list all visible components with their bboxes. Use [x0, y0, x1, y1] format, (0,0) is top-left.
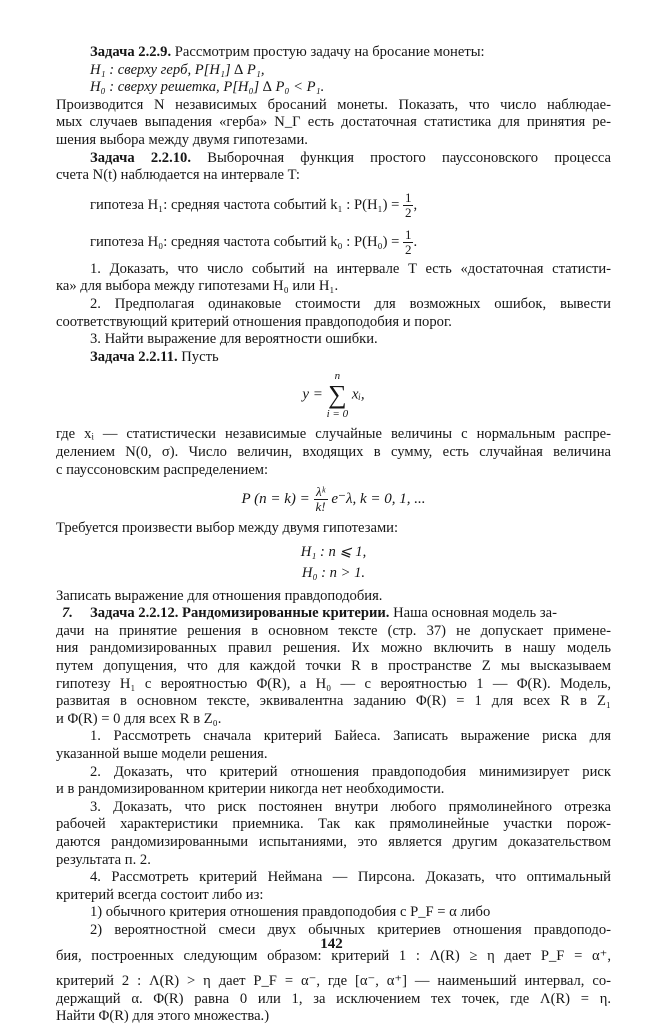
problem-2210-item-2b: соответствующий критерий отношения правдоподобия и порог.: [56, 313, 452, 330]
problem-2212-title: Задача 2.2.12. Рандомизированные критерии.: [90, 605, 390, 622]
hyp1-fraction: [403, 191, 414, 220]
problem-2212-heading: [56, 605, 611, 623]
sum-symbol: ∑: [328, 380, 347, 410]
problem-2212-item-15: Найти Φ(R) для этого множества.): [56, 1008, 270, 1025]
problem-2211-hA: H₁ : n ⩽ 1,: [300, 543, 367, 560]
problem-2212-item-0: 1. Рассмотреть сначала критерий Байеса. Записать выражение риска для: [90, 728, 611, 745]
problem-2210-heading: [56, 150, 611, 168]
sum-term: xᵢ,: [351, 386, 365, 403]
problem-2212-item-13: критерий 2 : Λ(R) > η дает P_F = α⁻, где [α⁻, α⁺] — наименьший интервал, со-: [56, 973, 611, 990]
sum-lhs: y =: [302, 386, 323, 403]
problem-2212-item-4: 3. Доказать, что риск постоянен внутри любого прямолинейного отрезка: [90, 798, 611, 815]
problem-229-intro: Рассмотрим простую задачу на бросание монеты:: [174, 44, 485, 60]
problem-2212-item-3: и в рандомизированном критерии никогда нет необходимости.: [56, 781, 445, 798]
problem-2210-item-1b: ка» для выбора между гипотезами H₀ или H₁.: [56, 278, 339, 295]
hyp0-frac-num: 1: [404, 226, 412, 242]
problem-2212-item-14: держащий α. Φ(R) равна 0 или 1, за исключением тех точек, где Λ(R) = η.: [56, 990, 611, 1007]
problem-2212-line-1: дачи на принятие решения в основном тексте (стр. 37) не допускает примене-: [56, 622, 611, 639]
poisson-formula: [56, 485, 611, 514]
problem-229-title: Задача 2.2.9.: [90, 44, 172, 60]
hyp1-text: гипотеза H₁: средняя частота событий k₁ : P(H₁) =: [90, 196, 400, 213]
problem-2211-hB: H₀ : n > 1.: [301, 564, 366, 581]
hyp0-text: гипотеза H₀: средняя частота событий k₀ : P(H₀) =: [90, 233, 400, 250]
problem-2211-body-2: Требуется произвести выбор между двумя гипотезами:: [56, 520, 399, 537]
problem-2211-line-2: делением N(0, σ). Число величин, входящих в сумму, есть случайная величина: [56, 443, 611, 460]
sum-top: n: [334, 370, 341, 383]
problem-229-line-3: шения выбора между двумя гипотезами.: [56, 131, 308, 148]
problem-2212-item-7: результата п. 2.: [56, 851, 151, 868]
problem-2212-item-2: 2. Доказать, что критерий отношения правдоподобия минимизирует риск: [90, 763, 611, 780]
page-body: [56, 44, 611, 1026]
problem-2210-title: Задача 2.2.10.: [90, 149, 191, 166]
poisson-lhs: P (n = k) =: [241, 491, 310, 508]
problem-2210-intro-2: счета N(t) наблюдается на интервале T:: [56, 167, 300, 184]
problem-2212-line-6: и Φ(R) = 0 для всех R в Z₀.: [56, 710, 222, 727]
problem-2212-item-10: 1) обычного критерия отношения правдоподобия с P_F = α либо: [90, 904, 491, 921]
problem-229-h1: H₁ : сверху герб, P[H₁] ∆ P₁,: [90, 61, 265, 78]
problem-229-line-2: мых случаев выпадения «герба» N_Г есть достаточная статистика для принятия ре-: [56, 114, 611, 131]
problem-2212-item-8: 4. Рассмотреть критерий Неймана — Пирсона. Доказать, что оптимальный: [90, 869, 611, 886]
problem-2212-item-1: указанной выше модели решения.: [56, 746, 268, 763]
problem-2211-body-3: Записать выражение для отношения правдоподобия.: [56, 587, 383, 604]
problem-229-heading: [56, 44, 611, 62]
problem-2212-item-11: 2) вероятностной смеси двух обычных критериев отношения правдоподо-: [90, 921, 611, 938]
problem-2210-hyp0: гипотеза H₀: средняя частота событий k₀ : P(H₀) = $\frac{1}{2}$ .: [90, 226, 418, 257]
problem-2212-line-5: развитая в основном тексте, эквивалентна заданию Φ(R) = 1 для всех R в Z₁: [56, 693, 611, 710]
problem-2212-item-6: даются рандомизированными испытаниями, это является другим доказательством: [56, 834, 611, 850]
problem-2211-line-3: с пауссоновским распределением:: [56, 461, 269, 478]
problem-2212-line-2: ния рандомизированных правил решения. Их можно включить в нашу модель: [56, 640, 611, 657]
problem-2210-item-2a: 2. Предполагая одинаковые стоимости для возможных ошибок, вывести: [90, 295, 611, 312]
poisson-rhs: e⁻λ, k = 0, 1, ...: [331, 491, 426, 508]
problem-2212-item-12: бия, построенных следующим образом: критерий 1 : Λ(R) ≥ η дает P_F = α⁺,: [56, 947, 611, 964]
sum-bottom: i = 0: [326, 408, 349, 421]
poisson-fraction: [314, 485, 328, 514]
sum-formula: [56, 370, 611, 420]
hyp0-frac-den: 2: [404, 241, 412, 257]
problem-2212-line-3: путем допущения, что для каждой точки R в пространстве Z мы высказываем: [56, 658, 611, 675]
problem-2212-line-0: Наша основная модель за-: [393, 605, 557, 622]
problem-2212-line-4: гипотезу H₁ с вероятностью Φ(R), а H₀ — с вероятностью 1 — Φ(R). Модель,: [56, 675, 611, 692]
problem-2212-item-9: критерий всегда состоит либо из:: [56, 886, 264, 903]
hyp1-frac-den: 2: [404, 204, 412, 220]
problem-2212-item-5: рабочей характеристики приемника. Так как прямолинейные участки порож-: [56, 816, 611, 833]
problem-2211-title: Задача 2.2.11.: [90, 348, 178, 365]
problem-229-line-1: Производится N независимых бросаний монеты. Показать, что число наблюдае-: [56, 96, 611, 113]
problem-2211-heading: [56, 349, 611, 367]
problem-2210-hyp1: гипотеза H₁: средняя частота событий k₁ : P(H₁) = $\frac{1}{2}$ ,: [90, 189, 418, 220]
problem-2210-intro: Выборочная функция простого пауссоновского процесса: [207, 149, 611, 166]
margin-mark: 7.: [62, 605, 73, 622]
hyp0-fraction: [403, 228, 414, 257]
problem-2211-intro: Пусть: [181, 348, 219, 365]
hyp1-frac-num: 1: [404, 189, 412, 205]
poisson-num: λᵏ: [314, 485, 328, 500]
sum-operator: [327, 370, 348, 420]
poisson-den: k!: [315, 499, 326, 515]
problem-2210-item-1a: 1. Доказать, что число событий на интервале T есть «достаточная статисти-: [90, 260, 611, 277]
page-number: 142: [320, 936, 343, 952]
problem-2210-item-3: 3. Найти выражение для вероятности ошибки.: [90, 331, 378, 348]
problem-2211-line-1: где xᵢ — статистически независимые случайные величины с нормальным распре-: [56, 426, 611, 443]
problem-229-h0: H₀ : сверху решетка, P[H₀] ∆ P₀ < P₁.: [90, 79, 325, 96]
